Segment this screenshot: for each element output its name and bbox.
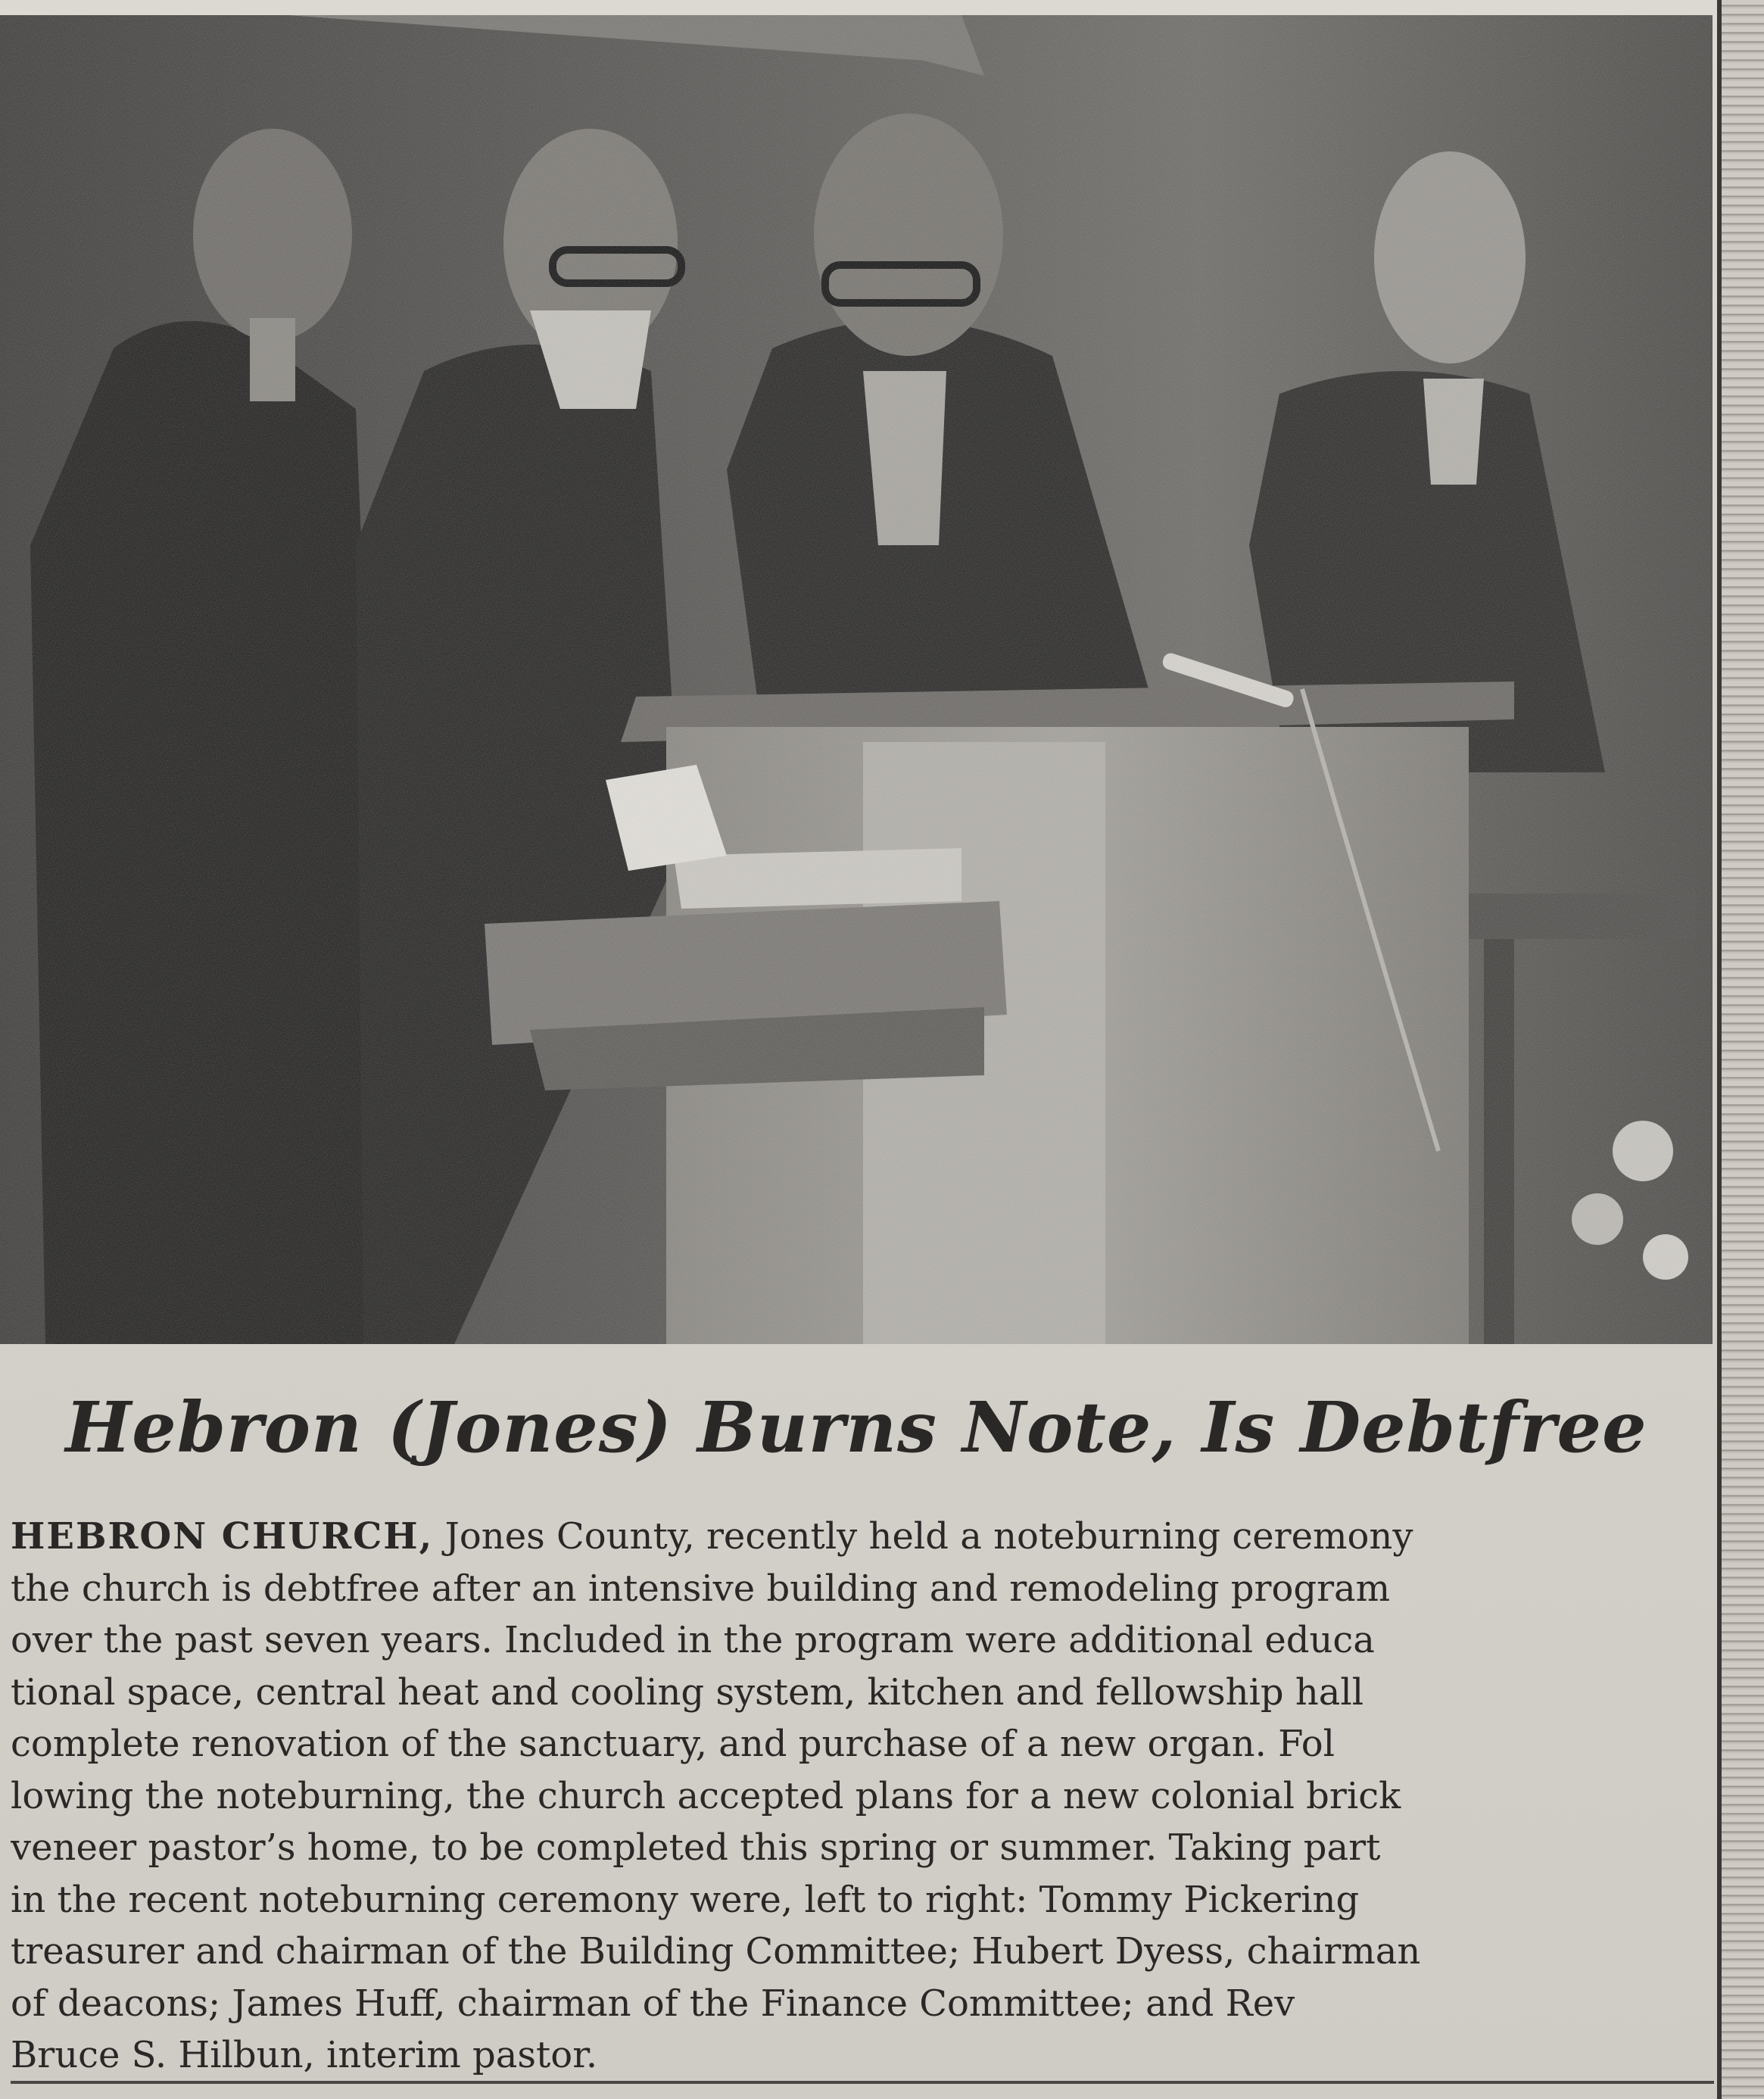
article-caption	[11, 1511, 1714, 2082]
caption-lead: HEBRON CHURCH,	[11, 1515, 434, 1558]
caption-line	[11, 1511, 1714, 1563]
caption-line: in the recent noteburning ceremony were, left to right: Tommy Pickering	[11, 1878, 1360, 1921]
article-headline: Hebron (Jones) Burns Note, Is Debtfree	[65, 1386, 1647, 1468]
caption-line-text: Jones County, recently held a noteburning ceremony	[433, 1515, 1413, 1558]
caption-line: lowing the noteburning, the church accepted plans for a new colonial brick	[11, 1774, 1401, 1817]
adjacent-column-edge	[1717, 0, 1764, 2099]
caption-line: over the past seven years. Included in the program were additional educa	[11, 1619, 1375, 1661]
caption-line: tional space, central heat and cooling system, kitchen and fellowship hall	[11, 1670, 1364, 1714]
ceremony-photo-illustration	[0, 15, 1713, 1344]
caption-line: the church is debtfree after an intensive building and remodeling program	[11, 1567, 1391, 1610]
caption-line: of deacons; James Huff, chairman of the Finance Committee; and Rev	[11, 1982, 1295, 2025]
caption-line: treasurer and chairman of the Building Committee; Hubert Dyess, chairman	[11, 1930, 1421, 1973]
column-bottom-rule	[11, 2081, 1714, 2084]
caption-line: complete renovation of the sanctuary, and purchase of a new organ. Fol	[11, 1723, 1335, 1765]
caption-line: Bruce S. Hilbun, interim pastor.	[11, 2034, 598, 2076]
ceremony-photo	[0, 15, 1713, 1344]
caption-line: veneer pastor’s home, to be completed this spring or summer. Taking part	[11, 1826, 1381, 1869]
